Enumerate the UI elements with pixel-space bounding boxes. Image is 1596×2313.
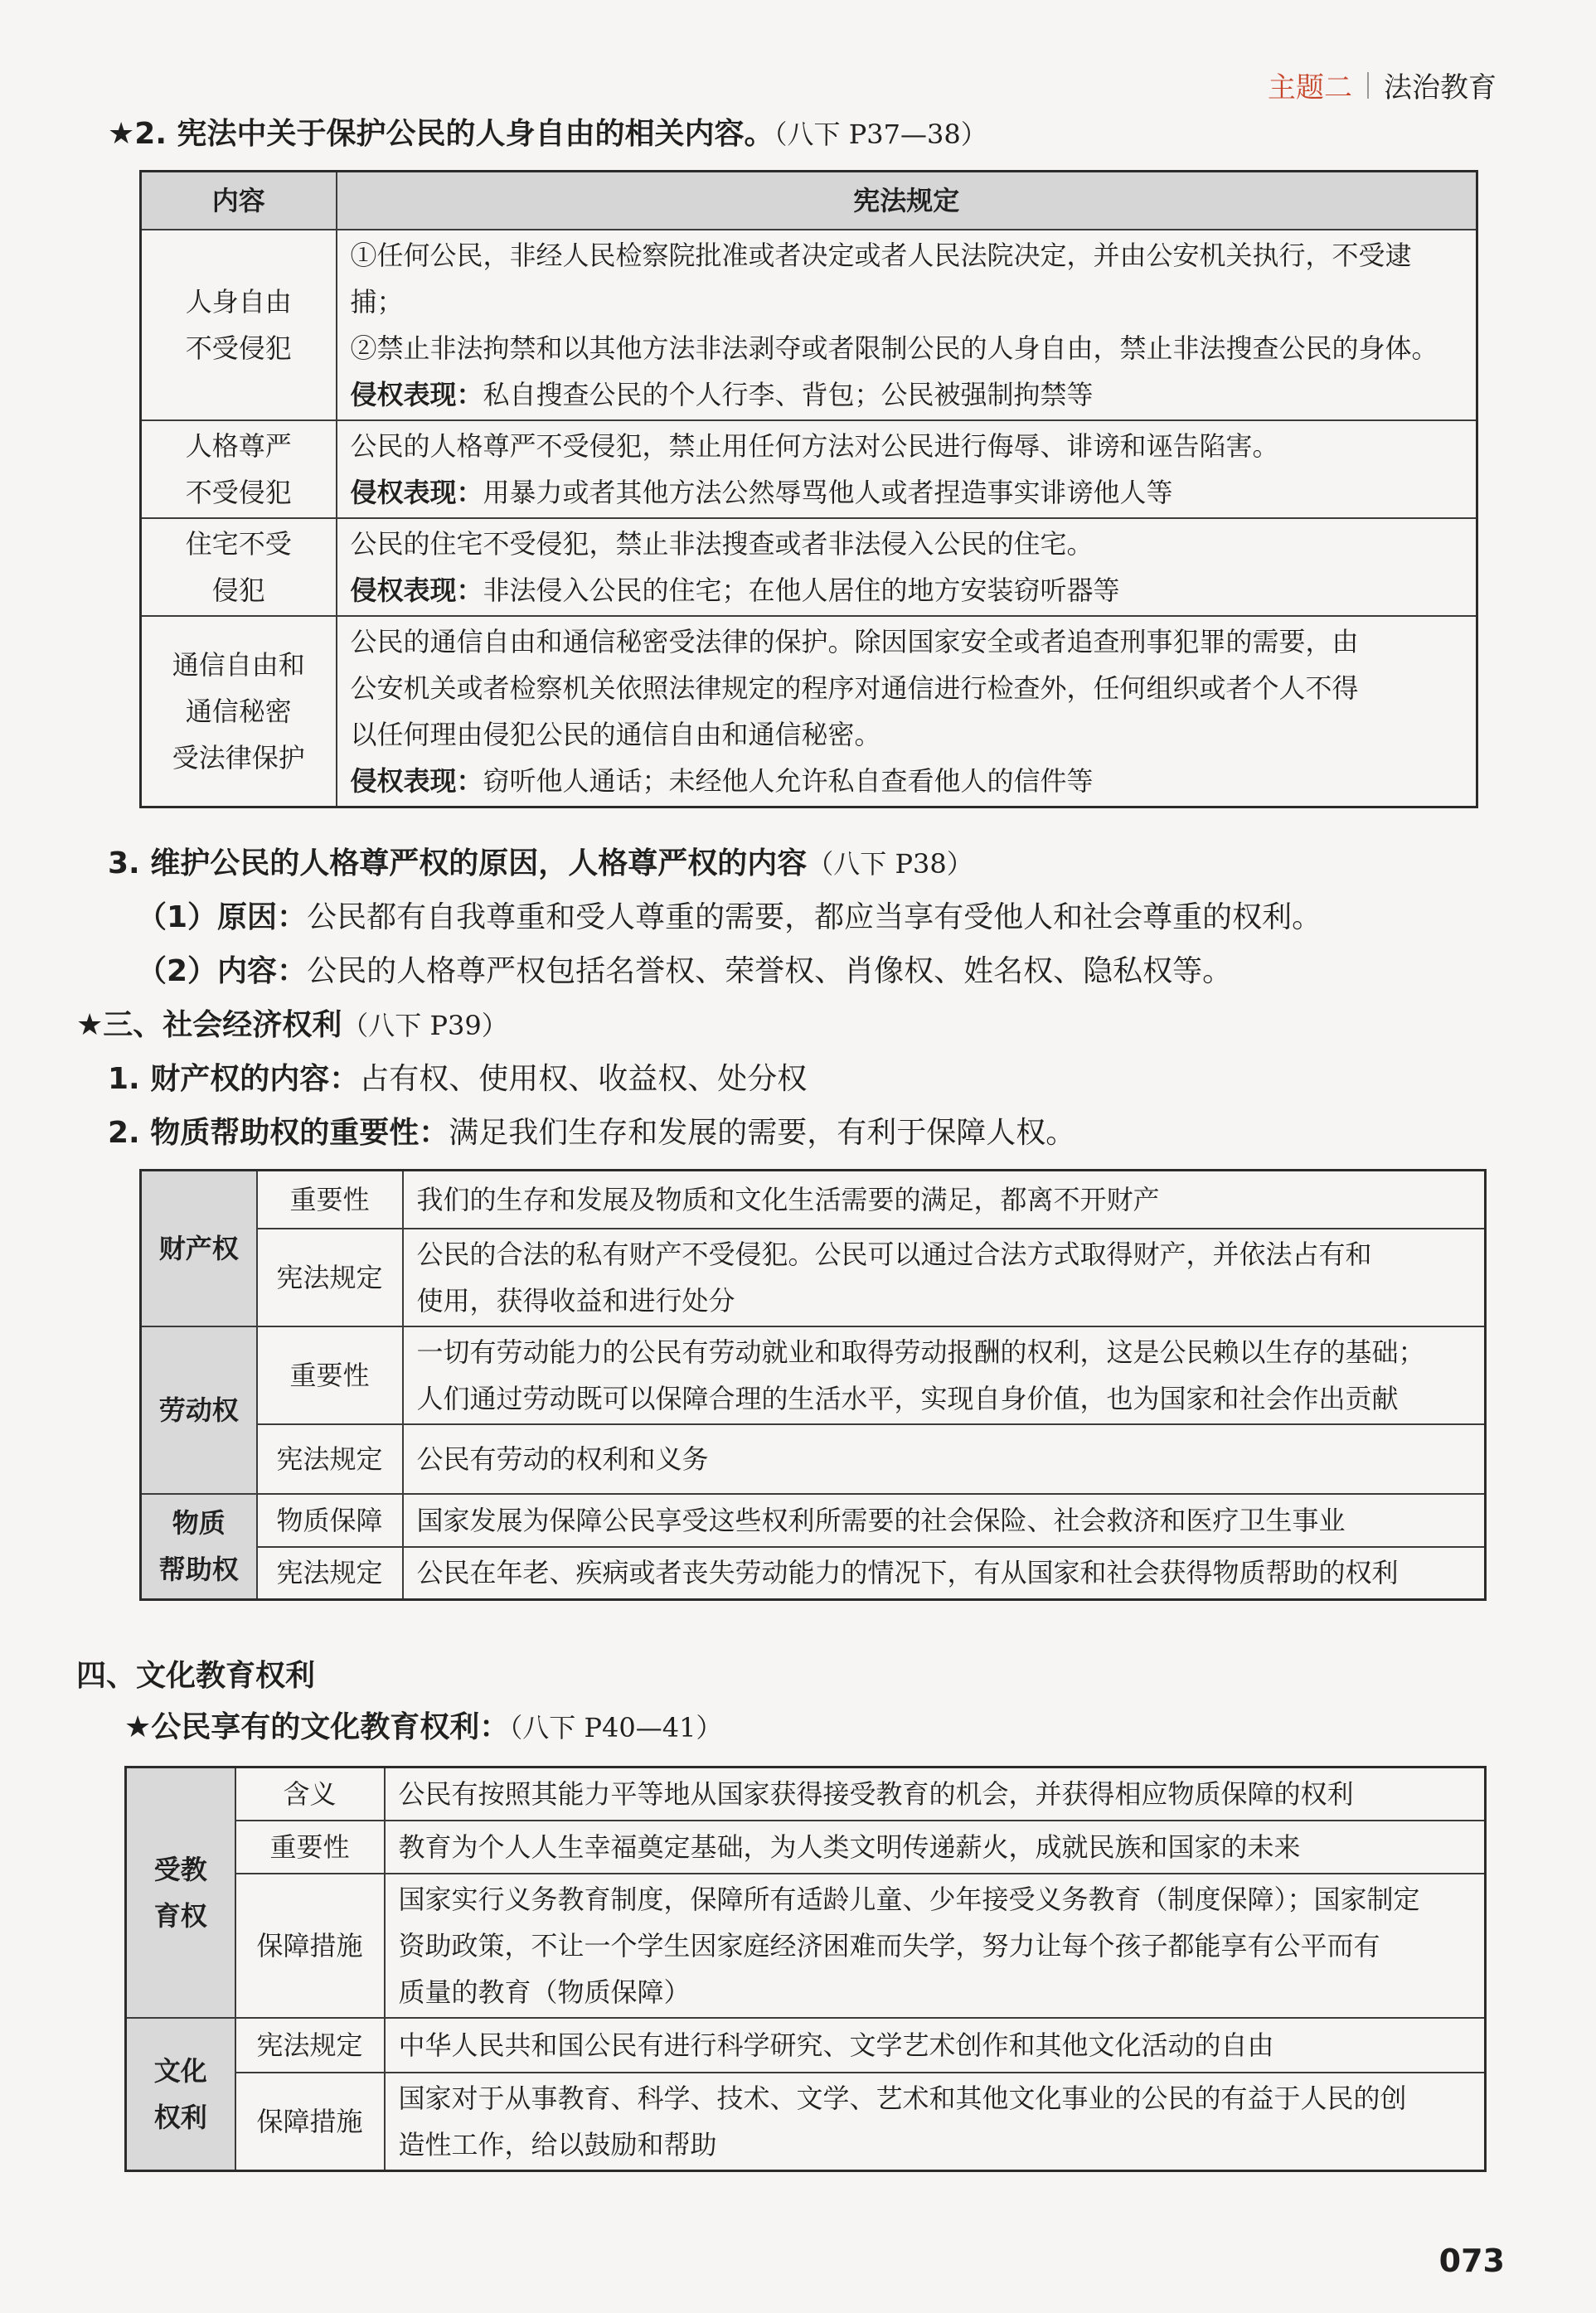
col-rule-header: 宪法规定 [337, 172, 1477, 230]
header-theme: 主题二 [1268, 71, 1352, 104]
header-divider [1367, 72, 1369, 99]
table-row [141, 1494, 1486, 1547]
row-title: 人身自由 不受侵犯 [141, 230, 337, 420]
header-title: 法治教育 [1384, 71, 1497, 104]
cell-text: 公民的合法的私有财产不受侵犯。公民可以通过合法方式取得财产，并依法占有和 使用，获得收益和进行处分 [403, 1229, 1486, 1326]
sub-label: 重要性 [257, 1326, 403, 1424]
sub-label: 保障措施 [235, 2073, 385, 2171]
sub-label: 宪法规定 [257, 1424, 403, 1494]
personal-freedom-table [139, 170, 1478, 808]
sub-label: 重要性 [235, 1821, 385, 1874]
row-title: 住宅不受 侵犯 [141, 518, 337, 616]
culture-right-cell: 文化 权利 [126, 2018, 235, 2171]
edu-heading: 四、文化教育权利 [76, 1659, 316, 1693]
cell-text: 国家发展为保障公民享受这些权利所需要的社会保险、社会救济和医疗卫生事业 [403, 1494, 1486, 1547]
econ-heading: ★三、社会经济权利（八下 P39） [76, 1008, 508, 1042]
cell-text: 一切有劳动能力的公民有劳动就业和取得劳动报酬的权利，这是公民赖以生存的基础； 人们通过劳动既可以保障合理的生活水平，实现自身价值，也为国家和社会作出贡献 [403, 1326, 1486, 1424]
econ-item-1: 1. 财产权的内容：占有权、使用权、收益权、处分权 [108, 1062, 808, 1096]
cell-text: 公民在年老、疾病或者丧失劳动能力的情况下，有从国家和社会获得物质帮助的权利 [403, 1547, 1486, 1600]
row-title: 人格尊严 不受侵犯 [141, 420, 337, 518]
sec2-heading: ★2. 宪法中关于保护公民的人身自由的相关内容。（八下 P37—38） [108, 117, 987, 151]
cell-text: 国家实行义务教育制度，保障所有适龄儿童、少年接受义务教育（制度保障）；国家制定 资助政策，不让一个学生因家庭经济困难而失学，努力让每个孩子都能享有公平而有 质量的教育（物质保障） [385, 1874, 1486, 2018]
sub-label: 重要性 [257, 1171, 403, 1229]
cell-text: 我们的生存和发展及物质和文化生活需要的满足，都离不开财产 [403, 1171, 1486, 1229]
table-row [141, 1424, 1486, 1494]
table-row [126, 1821, 1486, 1874]
sec3-heading: 3. 维护公民的人格尊严权的原因，人格尊严权的内容（八下 P38） [108, 846, 973, 880]
table-row [141, 518, 1477, 616]
table-row [141, 1547, 1486, 1600]
education-right-cell: 受教 育权 [126, 1767, 235, 2018]
econ-item-2: 2. 物质帮助权的重要性：满足我们生存和发展的需要，有利于保障人权。 [108, 1116, 1076, 1150]
labor-right-cell: 劳动权 [141, 1326, 257, 1494]
sec3-reason: （1）原因：公民都有自我尊重和受人尊重的需要，都应当享有受他人和社会尊重的权利。 [137, 900, 1322, 934]
table-row [126, 2073, 1486, 2171]
table-row [141, 420, 1477, 518]
row-body: 公民的住宅不受侵犯，禁止非法搜查或者非法侵入公民的住宅。 侵权表现：非法侵入公民的住宅；在他人居住的地方安装窃听器等 [337, 518, 1477, 616]
sec3-content: （2）内容：公民的人格尊严权包括名誉权、荣誉权、肖像权、姓名权、隐私权等。 [137, 954, 1233, 988]
edu-rights-table [124, 1766, 1487, 2172]
row-body: 公民的通信自由和通信秘密受法律的保护。除因国家安全或者追查刑事犯罪的需要，由 公安机关或者检察机关依照法律规定的程序对通信进行检查外，任何组织或者个人不得 以任何理由侵犯公民的通信自由和通信秘密。 侵权表现：窃听他人通话；未经他人允许私自查看他人的信件等 [337, 616, 1477, 807]
cell-text: 公民有按照其能力平等地从国家获得接受教育的机会，并获得相应物质保障的权利 [385, 1767, 1486, 1821]
table-row [141, 230, 1477, 420]
aid-right-cell: 物质 帮助权 [141, 1494, 257, 1600]
cell-text: 公民有劳动的权利和义务 [403, 1424, 1486, 1494]
table-row [141, 1171, 1486, 1229]
edu-sub-heading: ★公民享有的文化教育权利：（八下 P40—41） [124, 1710, 723, 1744]
table-row [126, 1767, 1486, 1821]
property-right-cell: 财产权 [141, 1171, 257, 1326]
table-row [141, 616, 1477, 807]
sub-label: 保障措施 [235, 1874, 385, 2018]
row-body: ①任何公民，非经人民检察院批准或者决定或者人民法院决定，并由公安机关执行，不受逮捕； ②禁止非法拘禁和以其他方法非法剥夺或者限制公民的人身自由，禁止非法搜查公民的身体。 侵权表现：私自搜查公民的个人行李、背包；公民被强制拘禁等 [337, 230, 1477, 420]
cell-text: 教育为个人人生幸福奠定基础，为人类文明传递薪火，成就民族和国家的未来 [385, 1821, 1486, 1874]
cell-text: 国家对于从事教育、科学、技术、文学、艺术和其他文化事业的公民的有益于人民的创 造性工作，给以鼓励和帮助 [385, 2073, 1486, 2171]
cell-text: 中华人民共和国公民有进行科学研究、文学艺术创作和其他文化活动的自由 [385, 2018, 1486, 2073]
table-row [126, 2018, 1486, 2073]
sub-label: 宪法规定 [257, 1547, 403, 1600]
row-title: 通信自由和 通信秘密 受法律保护 [141, 616, 337, 807]
sub-label: 宪法规定 [235, 2018, 385, 2073]
page-header [1268, 65, 1497, 105]
table-row [141, 1229, 1486, 1326]
sub-label: 宪法规定 [257, 1229, 403, 1326]
table-row [126, 1874, 1486, 2018]
econ-rights-table [139, 1169, 1487, 1601]
row-body: 公民的人格尊严不受侵犯，禁止用任何方法对公民进行侮辱、诽谤和诬告陷害。 侵权表现：用暴力或者其他方法公然辱骂他人或者捏造事实诽谤他人等 [337, 420, 1477, 518]
sub-label: 物质保障 [257, 1494, 403, 1547]
col-content-header: 内容 [141, 172, 337, 230]
table-row [141, 1326, 1486, 1424]
sub-label: 含义 [235, 1767, 385, 1821]
page-number: 073 [1438, 2243, 1505, 2279]
